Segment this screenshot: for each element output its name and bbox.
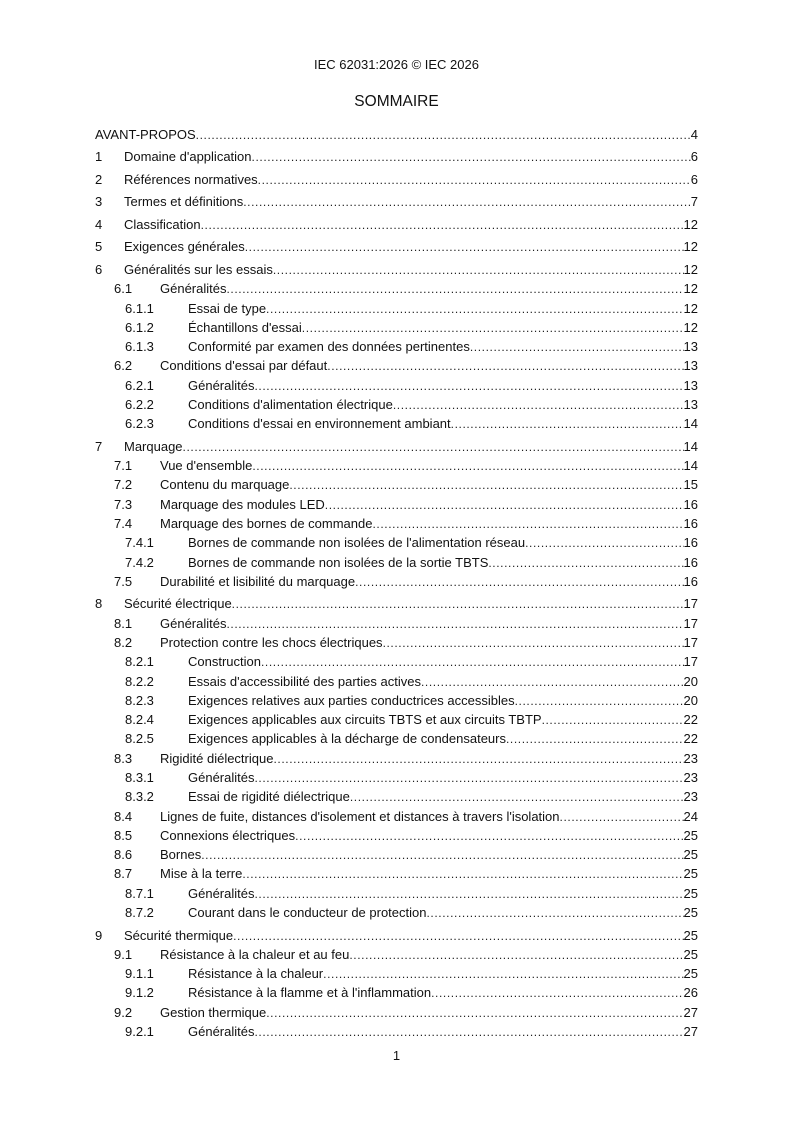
dot-leader bbox=[525, 534, 683, 553]
toc-entry-title: Protection contre les chocs électriques bbox=[160, 634, 383, 650]
toc-entry-number: 9.1 bbox=[114, 946, 133, 962]
dot-leader bbox=[273, 261, 684, 280]
toc-entry-page: 12 bbox=[683, 319, 698, 335]
toc-entry-number: 5 bbox=[95, 239, 103, 255]
dot-leader bbox=[252, 457, 683, 476]
document-header: IEC 62031:2026 © IEC 2026 bbox=[314, 57, 479, 72]
dot-leader bbox=[226, 615, 683, 634]
toc-entry-title: Vue d'ensemble bbox=[160, 458, 253, 474]
toc-entry-number: 9 bbox=[95, 927, 103, 943]
toc-entry-page: 25 bbox=[683, 827, 698, 843]
toc-entry-number: 9.1.2 bbox=[125, 985, 154, 1001]
toc-entry-number: 8.2 bbox=[114, 634, 133, 650]
page-title: SOMMAIRE bbox=[354, 93, 439, 110]
toc-entry-number: 6 bbox=[95, 261, 103, 277]
toc-entry-number: 8.7.2 bbox=[125, 905, 154, 921]
toc-entry-title: Lignes de fuite, distances d'isolement et distances à travers l'isolation bbox=[160, 808, 560, 824]
toc-entry-title: Domaine d'application bbox=[124, 149, 252, 165]
toc-entry-title: Rigidité diélectrique bbox=[160, 750, 274, 766]
toc-entry-number: 8.1 bbox=[114, 615, 133, 631]
toc-entry-page: 25 bbox=[683, 946, 698, 962]
toc-entry-title: Bornes de commande non isolées de la sortie TBTS bbox=[188, 554, 489, 570]
toc-entry[interactable] bbox=[95, 787, 698, 806]
toc-entry-number: 7.3 bbox=[114, 496, 133, 512]
toc-entry-number: 8.7 bbox=[114, 866, 133, 882]
toc-entry-number: 8.3 bbox=[114, 750, 133, 766]
toc-entry-number: 7 bbox=[95, 438, 103, 454]
dot-leader bbox=[266, 300, 683, 319]
toc-entry-page: 24 bbox=[683, 808, 698, 824]
toc-entry-title: Mise à la terre bbox=[160, 866, 243, 882]
toc-entry[interactable] bbox=[95, 395, 698, 414]
toc-entry-number: 8.2.4 bbox=[125, 712, 154, 728]
toc-entry-page: 20 bbox=[683, 673, 698, 689]
toc-entry-number: 6.1.2 bbox=[125, 319, 154, 335]
toc-entry-number: 6.1 bbox=[114, 281, 133, 297]
toc-entry-title: Conditions d'essai par défaut bbox=[160, 358, 328, 374]
toc-entry-number: 6.2 bbox=[114, 358, 133, 374]
toc-entry-page: 17 bbox=[683, 596, 698, 612]
toc-entry-title: Généralités bbox=[188, 770, 255, 785]
toc-entry-number: 8.3.1 bbox=[125, 770, 154, 785]
table-of-contents bbox=[95, 125, 698, 1041]
toc-entry-number: 8.2.3 bbox=[125, 692, 154, 708]
toc-entry-page: 17 bbox=[683, 615, 698, 631]
toc-entry-title: Gestion thermique bbox=[160, 1004, 267, 1020]
toc-entry-title: Exigences applicables à la décharge de condensateurs bbox=[188, 731, 506, 747]
toc-entry-number: 8.2.1 bbox=[125, 654, 154, 670]
toc-entry-title: Bornes de commande non isolées de l'alimentation réseau bbox=[188, 535, 526, 551]
toc-entry-title: Termes et définitions bbox=[124, 194, 244, 210]
toc-entry[interactable] bbox=[95, 192, 698, 211]
toc-entry-number: 6.1.3 bbox=[125, 339, 154, 355]
toc-entry-number: 2 bbox=[95, 171, 103, 187]
toc-entry[interactable] bbox=[95, 237, 698, 256]
toc-entry-page: 25 bbox=[683, 885, 698, 901]
dot-leader bbox=[201, 846, 683, 865]
toc-entry[interactable] bbox=[95, 710, 698, 729]
toc-entry[interactable] bbox=[95, 553, 698, 572]
dot-leader bbox=[261, 653, 684, 672]
dot-leader bbox=[560, 808, 684, 827]
dot-leader bbox=[254, 769, 683, 788]
toc-entry-number: 3 bbox=[95, 194, 103, 210]
toc-entry-title: Résistance à la flamme et à l'inflammation bbox=[188, 985, 432, 1001]
toc-entry-page: 23 bbox=[683, 750, 698, 766]
toc-entry[interactable] bbox=[95, 260, 698, 279]
toc-entry-page: 12 bbox=[683, 300, 698, 316]
toc-entry-title: Essais d'accessibilité des parties actives bbox=[188, 673, 421, 689]
toc-entry[interactable] bbox=[95, 514, 698, 533]
toc-entry[interactable] bbox=[95, 437, 698, 456]
toc-entry-page: 13 bbox=[683, 339, 698, 355]
toc-entry-page: 25 bbox=[683, 847, 698, 863]
toc-entry[interactable] bbox=[95, 1022, 698, 1041]
toc-entry-number: 8 bbox=[95, 596, 103, 612]
toc-entry-page: 27 bbox=[683, 1004, 698, 1020]
toc-entry-title: Sécurité thermique bbox=[124, 927, 234, 943]
toc-entry-number: 7.2 bbox=[114, 477, 133, 493]
toc-entry-page: 25 bbox=[683, 905, 698, 921]
toc-entry-page: 14 bbox=[683, 458, 698, 474]
dot-leader bbox=[196, 126, 691, 145]
toc-entry[interactable] bbox=[95, 691, 698, 710]
toc-entry[interactable] bbox=[95, 826, 698, 845]
dot-leader bbox=[421, 673, 684, 692]
toc-entry[interactable] bbox=[95, 170, 698, 189]
dot-leader bbox=[506, 730, 684, 749]
toc-entry-title: Durabilité et lisibilité du marquage bbox=[160, 573, 356, 589]
dot-leader bbox=[542, 711, 684, 730]
dot-leader bbox=[302, 319, 684, 338]
toc-entry-number: 9.2 bbox=[114, 1004, 133, 1020]
toc-entry[interactable] bbox=[95, 652, 698, 671]
toc-entry-number: 8.2.2 bbox=[125, 673, 154, 689]
toc-entry-number: 8.6 bbox=[114, 847, 133, 863]
toc-entry[interactable] bbox=[95, 884, 698, 903]
toc-entry-title: Classification bbox=[124, 216, 201, 232]
toc-entry-page: 26 bbox=[683, 985, 698, 1001]
dot-leader bbox=[254, 377, 683, 396]
toc-entry-number: 8.3.2 bbox=[125, 789, 154, 805]
dot-leader bbox=[183, 438, 684, 457]
toc-entry-page: 12 bbox=[683, 216, 698, 232]
dot-leader bbox=[252, 148, 691, 167]
toc-entry-page: 23 bbox=[683, 770, 698, 785]
toc-entry[interactable] bbox=[95, 964, 698, 983]
toc-entry[interactable] bbox=[95, 864, 698, 883]
dot-leader bbox=[226, 280, 683, 299]
toc-entry-page: 17 bbox=[683, 634, 698, 650]
toc-entry[interactable] bbox=[95, 147, 698, 166]
dot-leader bbox=[431, 984, 683, 1003]
toc-entry-number: 6.2.2 bbox=[125, 396, 154, 412]
dot-leader bbox=[470, 338, 684, 357]
dot-leader bbox=[201, 216, 684, 235]
toc-entry-page: 17 bbox=[683, 654, 698, 670]
toc-entry-title: Exigences relatives aux parties conductrices accessibles bbox=[188, 692, 515, 708]
dot-leader bbox=[258, 171, 691, 190]
toc-entry-page: 16 bbox=[683, 573, 698, 589]
dot-leader bbox=[451, 415, 684, 434]
dot-leader bbox=[266, 1004, 683, 1023]
dot-leader bbox=[327, 357, 683, 376]
toc-entry-page: 16 bbox=[683, 554, 698, 570]
toc-entry-page: 12 bbox=[683, 261, 698, 277]
toc-entry-title: Généralités bbox=[160, 615, 227, 631]
toc-entry-title: AVANT-PROPOS bbox=[95, 127, 196, 142]
toc-entry[interactable] bbox=[95, 318, 698, 337]
toc-entry[interactable] bbox=[95, 768, 698, 787]
dot-leader bbox=[295, 827, 683, 846]
toc-entry-page: 7 bbox=[690, 194, 698, 210]
dot-leader bbox=[325, 496, 684, 515]
toc-entry-title: Connexions électriques bbox=[160, 827, 296, 843]
toc-entry-page: 12 bbox=[683, 281, 698, 297]
toc-entry-page: 4 bbox=[690, 127, 698, 142]
toc-entry-number: 9.1.1 bbox=[125, 966, 154, 982]
toc-entry[interactable] bbox=[95, 279, 698, 298]
dot-leader bbox=[242, 865, 683, 884]
toc-entry[interactable] bbox=[95, 572, 698, 591]
toc-entry-title: Conditions d'essai en environnement ambiant bbox=[188, 416, 451, 432]
toc-entry-title: Exigences applicables aux circuits TBTS et aux circuits TBTP bbox=[188, 712, 542, 728]
dot-leader bbox=[427, 904, 684, 923]
toc-entry-page: 13 bbox=[683, 377, 698, 393]
toc-entry-title: Marquage des bornes de commande bbox=[160, 515, 373, 531]
toc-entry-number: 8.2.5 bbox=[125, 731, 154, 747]
toc-entry-title: Conditions d'alimentation électrique bbox=[188, 396, 393, 412]
toc-entry-title: Sécurité électrique bbox=[124, 596, 232, 612]
toc-entry[interactable] bbox=[95, 495, 698, 514]
toc-entry[interactable] bbox=[95, 926, 698, 945]
toc-entry[interactable] bbox=[95, 356, 698, 375]
toc-entry[interactable] bbox=[95, 749, 698, 768]
toc-entry-page: 16 bbox=[683, 535, 698, 551]
toc-entry-title: Généralités bbox=[188, 1024, 255, 1040]
dot-leader bbox=[372, 515, 683, 534]
toc-entry-number: 8.4 bbox=[114, 808, 133, 824]
dot-leader bbox=[233, 927, 683, 946]
dot-leader bbox=[232, 595, 684, 614]
toc-entry[interactable] bbox=[95, 945, 698, 964]
toc-entry-title: Marquage des modules LED bbox=[160, 496, 325, 512]
toc-entry-page: 16 bbox=[683, 515, 698, 531]
dot-leader bbox=[515, 692, 684, 711]
dot-leader bbox=[254, 885, 683, 904]
toc-entry-page: 20 bbox=[683, 692, 698, 708]
dot-leader bbox=[254, 1023, 683, 1042]
toc-entry[interactable] bbox=[95, 414, 698, 433]
toc-entry[interactable] bbox=[95, 456, 698, 475]
toc-entry[interactable] bbox=[95, 983, 698, 1002]
toc-entry[interactable] bbox=[95, 125, 698, 144]
toc-entry[interactable] bbox=[95, 299, 698, 318]
toc-entry[interactable] bbox=[95, 672, 698, 691]
dot-leader bbox=[349, 946, 683, 965]
toc-entry[interactable] bbox=[95, 337, 698, 356]
toc-entry-title: Conformité par examen des données pertinentes bbox=[188, 339, 470, 355]
toc-entry[interactable] bbox=[95, 614, 698, 633]
toc-entry-page: 13 bbox=[683, 396, 698, 412]
toc-entry-title: Références normatives bbox=[124, 171, 258, 187]
toc-entry-page: 6 bbox=[690, 171, 698, 187]
dot-leader bbox=[289, 476, 683, 495]
toc-entry-title: Courant dans le conducteur de protection bbox=[188, 905, 427, 921]
toc-entry-title: Exigences générales bbox=[124, 239, 245, 255]
toc-entry-title: Généralités sur les essais bbox=[124, 261, 273, 277]
toc-entry-number: 7.1 bbox=[114, 458, 133, 474]
toc-entry-page: 14 bbox=[683, 438, 698, 454]
toc-entry[interactable] bbox=[95, 475, 698, 494]
toc-entry[interactable] bbox=[95, 376, 698, 395]
toc-entry[interactable] bbox=[95, 903, 698, 922]
toc-entry-number: 7.4.1 bbox=[125, 535, 154, 551]
toc-entry[interactable] bbox=[95, 807, 698, 826]
toc-entry-title: Généralités bbox=[188, 377, 255, 393]
toc-entry-number: 4 bbox=[95, 216, 103, 232]
toc-entry-number: 6.2.1 bbox=[125, 377, 154, 393]
toc-entry-title: Bornes bbox=[160, 847, 202, 863]
dot-leader bbox=[323, 965, 683, 984]
page-number: 1 bbox=[392, 1048, 401, 1063]
dot-leader bbox=[383, 634, 684, 653]
toc-entry-number: 8.5 bbox=[114, 827, 133, 843]
dot-leader bbox=[350, 788, 684, 807]
toc-entry-page: 25 bbox=[683, 966, 698, 982]
toc-entry-title: Échantillons d'essai bbox=[188, 319, 302, 335]
dot-leader bbox=[245, 238, 684, 257]
dot-leader bbox=[393, 396, 684, 415]
toc-entry[interactable] bbox=[95, 1003, 698, 1022]
toc-entry-page: 27 bbox=[683, 1024, 698, 1040]
toc-entry-page: 6 bbox=[690, 149, 698, 165]
toc-entry[interactable] bbox=[95, 845, 698, 864]
toc-entry-title: Résistance à la chaleur bbox=[188, 966, 324, 982]
toc-entry-title: Généralités bbox=[188, 885, 255, 901]
toc-entry-page: 16 bbox=[683, 496, 698, 512]
dot-leader bbox=[488, 554, 683, 573]
toc-entry-number: 7.4.2 bbox=[125, 554, 154, 570]
toc-entry-number: 1 bbox=[95, 149, 103, 165]
dot-leader bbox=[243, 193, 691, 212]
toc-entry-number: 6.1.1 bbox=[125, 300, 154, 316]
toc-entry-page: 13 bbox=[683, 358, 698, 374]
toc-entry-title: Essai de rigidité diélectrique bbox=[188, 789, 350, 805]
toc-entry-number: 6.2.3 bbox=[125, 416, 154, 432]
toc-entry-page: 23 bbox=[683, 789, 698, 805]
toc-entry-title: Construction bbox=[188, 654, 261, 670]
toc-entry[interactable] bbox=[95, 215, 698, 234]
toc-entry[interactable] bbox=[95, 633, 698, 652]
toc-entry-page: 14 bbox=[683, 416, 698, 432]
toc-entry-page: 12 bbox=[683, 239, 698, 255]
toc-entry-page: 15 bbox=[683, 477, 698, 493]
toc-entry-page: 22 bbox=[683, 712, 698, 728]
toc-entry[interactable] bbox=[95, 533, 698, 552]
toc-entry[interactable] bbox=[95, 594, 698, 613]
toc-entry-title: Marquage bbox=[124, 438, 183, 454]
toc-entry-number: 9.2.1 bbox=[125, 1024, 154, 1040]
toc-entry-number: 8.7.1 bbox=[125, 885, 154, 901]
toc-entry-page: 25 bbox=[683, 927, 698, 943]
toc-entry-title: Généralités bbox=[160, 281, 227, 297]
toc-entry-number: 7.4 bbox=[114, 515, 133, 531]
toc-entry-number: 7.5 bbox=[114, 573, 133, 589]
toc-entry-title: Résistance à la chaleur et au feu bbox=[160, 946, 350, 962]
toc-entry[interactable] bbox=[95, 729, 698, 748]
toc-entry-page: 25 bbox=[683, 866, 698, 882]
toc-entry-title: Essai de type bbox=[188, 300, 267, 316]
toc-entry-page: 22 bbox=[683, 731, 698, 747]
dot-leader bbox=[273, 750, 683, 769]
toc-entry-title: Contenu du marquage bbox=[160, 477, 290, 493]
dot-leader bbox=[355, 573, 683, 592]
